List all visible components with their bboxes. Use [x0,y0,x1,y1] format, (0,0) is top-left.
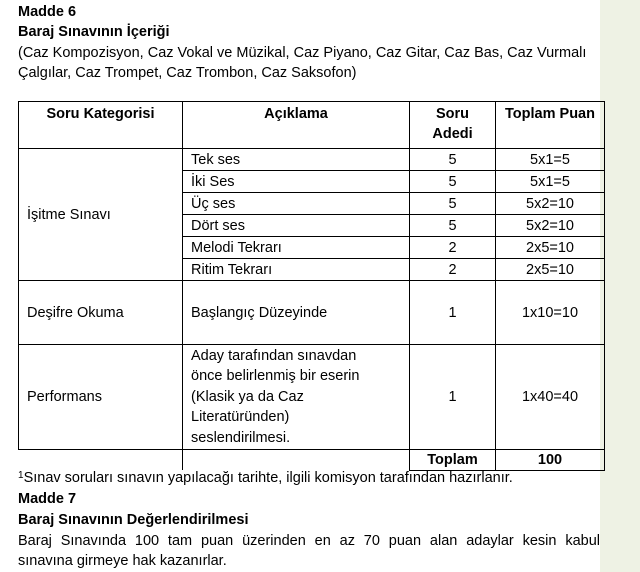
performans-desc-line: Aday tarafından sınavdan [191,347,357,364]
row-description: Tek ses [183,149,410,171]
row-description: Ritim Tekrarı [183,259,410,281]
table-row [19,281,605,345]
performans-description [183,345,410,450]
article-7-title: Baraj Sınavının Değerlendirilmesi [18,512,249,528]
header-total: Toplam Puan [496,102,605,149]
row-score: 5x2=10 [496,193,605,215]
total-value: 100 [496,450,605,471]
performans-desc-line: seslendirilmesi. [191,429,291,446]
performans-score: 1x40=40 [496,345,605,450]
performans-desc-line: Literatüründen) [191,409,290,426]
performans-count: 1 [410,345,496,450]
row-count: 5 [410,171,496,193]
desifre-description: Başlangıç Düzeyinde [183,281,410,345]
row-count: 5 [410,193,496,215]
footnote [18,469,513,487]
header-count-line1: Soru [435,106,470,122]
article-7-heading: Madde 7 [18,491,77,507]
header-count-line2: Adedi [432,126,473,142]
table-total-row [19,450,605,471]
row-score: 5x1=5 [496,171,605,193]
table-row [19,345,605,450]
performans-category: Performans [19,345,183,450]
row-score: 5x1=5 [496,149,605,171]
row-description: İki Ses [183,171,410,193]
row-description: Melodi Tekrarı [183,237,410,259]
row-count: 2 [410,259,496,281]
article-7-body-line-2: sınavına girmeye hak kazanırlar. [18,553,227,569]
article-6-title: Baraj Sınavının İçeriği [18,24,170,40]
article-6-heading: Madde 6 [18,4,77,20]
article-7-body-line-1 [18,532,600,550]
table-header-row [19,102,605,149]
article-7-body-text: Baraj Sınavında 100 tam puan üzerinden en az 70 puan alan adaylar kesin kabul [18,533,600,549]
page-margin-shade [600,0,640,572]
footnote-mark: 1 [18,470,24,481]
isitme-category: İşitme Sınavı [19,149,183,281]
header-description: Açıklama [183,102,410,149]
instruments-line-2: Çalgılar, Caz Trompet, Caz Trombon, Caz Saksofon) [18,65,357,81]
row-count: 5 [410,215,496,237]
instruments-line-1: (Caz Kompozisyon, Caz Vokal ve Müzikal, Caz Piyano, Caz Gitar, Caz Bas, Caz Vurmalı [18,45,587,61]
row-score: 2x5=10 [496,259,605,281]
row-count: 2 [410,237,496,259]
desifre-category: Deşifre Okuma [19,281,183,345]
total-label: Toplam [410,450,496,471]
row-score: 2x5=10 [496,237,605,259]
row-count: 5 [410,149,496,171]
row-description: Üç ses [183,193,410,215]
header-count [410,102,496,149]
table-row [19,149,605,171]
row-description: Dört ses [183,215,410,237]
exam-content-table [18,101,605,471]
footnote-text: Sınav soruları sınavın yapılacağı tarihte, ilgili komisyon tarafından hazırlanır. [23,470,513,486]
performans-desc-line: önce belirlenmiş bir eserin [191,368,360,385]
desifre-score: 1x10=10 [496,281,605,345]
performans-desc-line: (Klasik ya da Caz [191,388,304,405]
row-score: 5x2=10 [496,215,605,237]
desifre-count: 1 [410,281,496,345]
header-category: Soru Kategorisi [19,102,183,149]
